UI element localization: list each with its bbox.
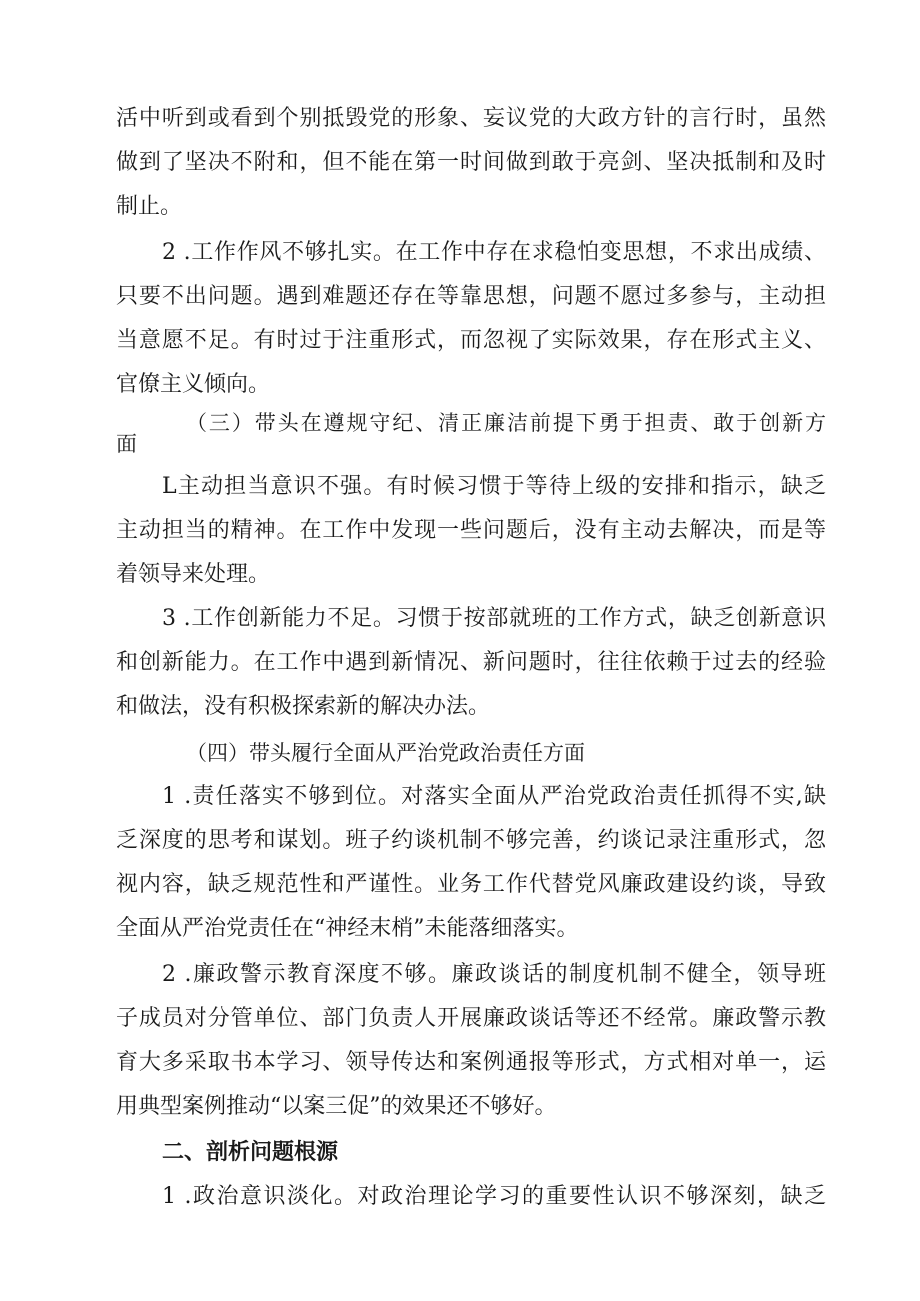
section-subheading: （三）带头在遵规守纪、清正廉洁前提下勇于担责、敢于创新方 [186, 411, 826, 435]
paragraph-line: 着领导来处理。 [116, 562, 271, 587]
paragraph-line: 育大多采取书本学习、领导传达和案例通报等形式，方式相对单一，运 [116, 1050, 826, 1075]
section-heading: 二、剖析问题根源 [162, 1140, 339, 1165]
paragraph-line: 视内容，缺乏规范性和严谨性。业务工作代替党风廉政建设约谈，导致 [116, 872, 826, 897]
paragraph-line: 和做法，没有积极探索新的解决办法。 [116, 694, 491, 719]
paragraph-line: 乏深度的思考和谋划。班子约谈机制不够完善，约谈记录注重形式，忽 [116, 828, 826, 853]
paragraph-line: 子成员对分管单位、部门负责人开展廉政谈话等还不经常。廉政警示教 [116, 1006, 826, 1031]
paragraph-line: 主动担当的精神。在工作中发现一些问题后，没有主动去解决，而是等 [116, 518, 826, 543]
paragraph-line: 3 .工作创新能力不足。习惯于按部就班的工作方式，缺乏创新意识 [162, 606, 826, 631]
paragraph-line: 只要不出问题。遇到难题还存在等靠思想，问题不愿过多参与，主动担 [116, 284, 826, 309]
paragraph-line: 用典型案例推动“以案三促”的效果还不够好。 [116, 1094, 557, 1119]
paragraph-line: 活中听到或看到个别抵毁党的形象、妄议党的大政方针的言行时，虽然 [116, 106, 826, 131]
paragraph-line: 1 .责任落实不够到位。对落实全面从严治党政治责任抓得不实,缺 [162, 784, 826, 809]
paragraph-line: 1 .政治意识淡化。对政治理论学习的重要性认识不够深刻，缺乏 [162, 1184, 826, 1209]
paragraph-line: 做到了坚决不附和，但不能在第一时间做到敢于亮剑、坚决抵制和及时 [116, 150, 826, 175]
paragraph-line: 和创新能力。在工作中遇到新情况、新问题时，往往依赖于过去的经验 [116, 650, 826, 675]
paragraph-line: 制止。 [116, 194, 183, 219]
paragraph-line: 当意愿不足。有时过于注重形式，而忽视了实际效果，存在形式主义、 [116, 328, 826, 353]
paragraph-line: L主动担当意识不强。有时候习惯于等待上级的安排和指示，缺乏 [162, 474, 826, 499]
paragraph-line: 官僚主义倾向。 [116, 372, 271, 397]
paragraph-line: 2 .工作作风不够扎实。在工作中存在求稳怕变思想，不求出成绩、 [162, 240, 826, 265]
section-subheading-cont: 面 [116, 432, 137, 456]
paragraph-line: 全面从严治党责任在“神经末梢”未能落细落实。 [116, 916, 579, 941]
paragraph-line: 2 .廉政警示教育深度不够。廉政谈话的制度机制不健全，领导班 [162, 962, 826, 987]
section-subheading: （四）带头履行全面从严治党政治责任方面 [186, 741, 585, 765]
